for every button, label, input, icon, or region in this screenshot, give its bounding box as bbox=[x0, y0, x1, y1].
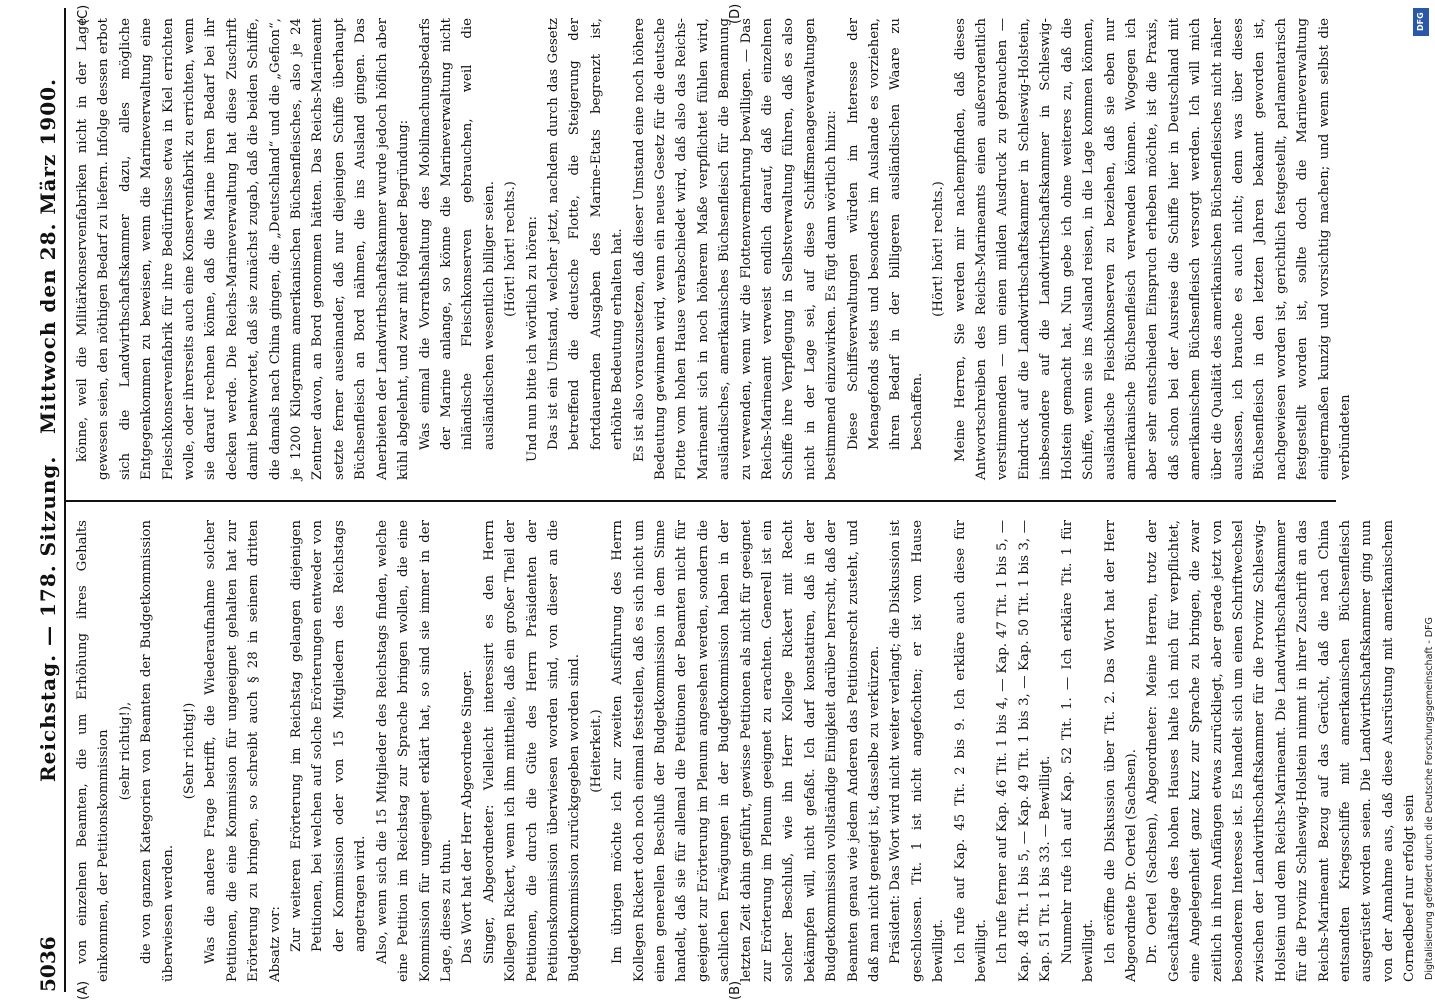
paragraph: Und nun bitte ich wörtlich zu hören: bbox=[524, 216, 540, 462]
paragraph: Es ist also vorauszusetzen, daß dieser Umstand eine noch höhere Bedeutung gewinnen wird, wenn ein neues Gesetz für die deutsche Flotte vom hohen Hause verabschiedet wird, daß also das Reichs-Marineamt sich in noch höherem Maße verpflichtet fühlen wird, ausländisches, amerikanisches Büchsenfleisch für die Bemannung zu verwenden, wenn wir die Flottenvermehrung bewilligen. — Das Reichs-Marineamt verweist endlich darauf, daß die einzelnen Schiffe ihre Verpflegung in Selbstverwaltung führen, daß es also nicht in der Lage sei, auf diese Schiffsmenageverwaltungen bestimmend einzuwirken. Es fügt dann wörtlich hinzu: bbox=[631, 18, 840, 480]
paragraph: von einzelnen Beamten, die um Erhöhung ihres Gehalts einkommen, der Petitionskommission bbox=[75, 520, 112, 982]
quotation: Das ist ein Umstand, welcher jetzt, nachdem durch das Gesetz betreffend die deutsche Flotte, die Steigerung der fortdauernden Ausgaben des Marine-Etats begrenzt ist, erhöhte Bedeutung erhalten hat. bbox=[545, 18, 626, 450]
paragraph: könne, weil die Militärkonservenfabriken nicht in der Lage gewesen seien, den nöthigen Bedarf zu liefern. Infolge dessen erbot sich die Landwirthschaftskammer dazu, alles mögliche Entgegenkommen zu beweisen, wenn die Marineverwaltung eine Fleischkonservenfabrik für ihre Bedürfnisse etwa in Kiel errichten wolle, oder ihrerseits auch eine Konservenfabrik zu errichten, wenn sie darauf rechnen könne, daß die Marine ihren Bedarf bei ihr decken werde. Die Reichs-Marineverwaltung hat diese Zuschrift damit beantwortet, daß sie zunächst zugab, daß die beiden Schiffe, die damals nach China gingen, die „Deutschland“ und die „Gefion“, je 1200 Kilogramm amerikanischen Büchsenfleisches, also je 24 Zentner davon, an Bord genommen hätten. Das Reichs-Marineamt setzte ferner auseinander, daß nur diejenigen Schiffe überhaupt Büchsenfleisch an Bord nähmen, die ins Ausland gingen. Das Anerbieten der Landwirthschaftskammer wurde jedoch höflich aber kühl abgelehnt, und zwar mit folgender Begründung: bbox=[75, 18, 412, 480]
column-separator bbox=[66, 500, 1336, 502]
margin-marker-a: (A) bbox=[76, 980, 91, 1000]
margin-marker-d: (D) bbox=[728, 3, 743, 24]
left-column bbox=[72, 520, 1418, 982]
quotation: Zur weiteren Erörterung im Reichstag gelangen diejenigen Petitionen, bei welchen auf solche Erörterungen entweder von der Kommission oder von 15 Mitgliedern des Reichstags angetragen wird. bbox=[289, 520, 369, 952]
paragraph: Also, wenn sich die 15 Mitglieder des Reichstags finden, welche eine Petition im Reichstag zur Sprache bringen wollen, die eine Kommission für ungeeignet erklärt hat, so sind sie immer in der Lage, dieses zu thun. bbox=[374, 520, 454, 982]
paragraph: Ich rufe auf Kap. 45 Tit. 2 bis 9. Ich erkläre auch diese für bewilligt. bbox=[952, 520, 990, 982]
page-header bbox=[22, 8, 62, 992]
paragraph: Im übrigen möchte ich zur zweiten Ausführung des Herrn Kollegen Rickert doch noch einmal feststellen, daß es sich nicht um einen generellen Beschluß der Budgetkommission in dem Sinne handelt, daß sie für allemal die Petitionen der Beamten nicht für geeignet zur Erörterung im Plenum angesehen werden, sondern die sachlichen Erwägungen in der Budgetkommission haben in der letzten Zeit dahin geführt, gewisse Petitionen als nicht für geeignet zur Erörterung im Plenum geeignet zu erachten. Generell ist ein solcher Beschluß, wie ihn Herr Kollege Rickert mit Recht bekämpfen will, nicht gefaßt. Ich darf konstatiren, daß in der Budgetkommission vollständige Einigkeit darüber herrscht, daß der Beamten genau wie jedem Anderen das Petitionsrecht zusteht, und daß man nicht geneigt ist, dasselbe zu verkürzen. bbox=[610, 520, 883, 982]
interjection: (Sehr richtig!) bbox=[182, 702, 198, 800]
quotation: Was einmal die Vorrathshaltung des Mobilmachungsbedarfs der Marine anlange, so könne die Marineverwaltung nicht inländische Fleischkonserven gebrauchen, weil die ausländischen wesentlich billiger seien. bbox=[417, 18, 497, 450]
right-column bbox=[72, 18, 1353, 480]
paragraph: Nunmehr rufe ich auf Kap. 52 Tit. 1. — Ich erkläre Tit. 1 für bewilligt. bbox=[1059, 520, 1097, 982]
paragraph: Was die andere Frage betrifft, die Wiederaufnahme solcher Petitionen, die eine Kommission für ungeeignet gehalten hat zur Erörterung zu bringen, so schreibt auch § 28 in seinem dritten Absatz vor: bbox=[203, 520, 283, 982]
paragraph: Dr. Oertel (Sachsen), Abgeordneter: Meine Herren, trotz der Geschäftslage des hohen Hauses halte ich mich für verpflichtet, eine Angelegenheit ganz kurz zur Sprache zu bringen, die zwar zeitlich in ihren Anfängen etwas zurückliegt, aber gerade jetzt von besonderem Interesse ist. Es handelt sich um einen Schriftwechsel zwischen der Landwirthschaftskammer für die Provinz Schleswig-Holstein und dem Reichs-Marineamt. Die Landwirthschaftskammer für die Provinz Schleswig-Holstein nimmt in ihrer Zuschrift an das Reichs-Marineamt Bezug auf das Gerücht, daß die nach China entsandten Kriegsschiffe mit amerikanischen Büchsenfleisch ausgerüstet worden seien. Die Landwirthschaftskammer ging nun von der Annahme aus, daß diese Ausrüstung mit amerikanischem Cornedbeef nur erfolgt sein bbox=[1145, 520, 1418, 982]
interjection: (Hört! hört! rechts.) bbox=[503, 181, 519, 317]
paragraph: Meine Herren, Sie werden mir nachempfinden, daß dieses Antwortschreiben des Reichs-Marineamts einen außerordentlich verstimmenden — um einen milden Ausdruck zu gebrauchen — Eindruck auf die Landwirthschaftskammer in Schleswig-Holstein, insbesondere auf die Landwirthschaftskammer in Schleswig-Holstein gemacht hat. Nun gebe ich ohne weiteres zu, daß die Schiffe, wenn sie ins Ausland reisen, in die Lage kommen können, ausländische Fleischkonserven zu beziehen, daß sie eben nur amerikanische Büchsenfleisch verwenden können. Wogegen ich aber sehr entschieden Einspruch erheben möchte, ist die Praxis, daß schon bei der Ausreise die Schiffe hier in Deutschland mit amerikanischem Büchsenfleisch versorgt werden. Ich will mich über die Qualität des amerikanischen Büchsenfleisches nicht näher auslassen, ich brauche es auch nicht; denn was über dieses Büchsenfleisch in den letzten Jahren bekannt geworden ist, nachgewiesen worden ist, gerichtlich festgestellt, parlamentarisch festgestellt worden ist, sollte doch die Marineverwaltung einigermaßen kunzig und vorsichtig machen; und wenn selbst die verbündeten bbox=[952, 18, 1353, 480]
session-title: Reichstag. — 178. Sitzung. bbox=[36, 455, 60, 782]
paragraph: Singer, Abgeordneter: Vielleicht interessirt es den Herrn Kollegen Rickert, wenn ich ihm mittheile, daß ein großer Theil der Petitionen, die durch die Güte des Herrn Präsidenten der Petitionskommission überwiesen worden sind, von dieser an die Budgetkommission zurückgegeben worden sind. bbox=[481, 520, 583, 982]
dfg-logo: DFG bbox=[1413, 8, 1429, 36]
interjection: (Hört! hört! rechts.) bbox=[931, 181, 947, 317]
paragraph: die von ganzen Kategorien von Beamten der Budgetkommission überwiesen werden. bbox=[139, 520, 176, 982]
paragraph: Ich rufe ferner auf Kap. 46 Tit. 1 bis 4, — Kap. 47 Tit. 1 bis 5, — Kap. 48 Tit. 1 bis 5, — Kap. 49 Tit. 1 bis 3, — Kap. 50 Tit. 1 bis 3, — Kap. 51 Tit. 1 bis 33. — Bewilligt. bbox=[995, 520, 1054, 982]
session-date: Mittwoch den 28. März 1900. bbox=[36, 78, 60, 435]
paragraph: Das Wort hat der Herr Abgeordnete Singer. bbox=[460, 669, 476, 964]
interjection: (Heiterkeit.) bbox=[588, 709, 604, 793]
quotation: Diese Schiffsverwaltungen würden im Interesse der Menagefonds stets und besonders im Auslande es vorziehen, ihren Bedarf in der billigeren ausländischen Waare zu beschaffen. bbox=[845, 18, 925, 450]
digitization-credit: Digitalisierung gefördert durch die Deutsche Forschungsgemeinschaft - DFG bbox=[1424, 617, 1435, 980]
margin-marker-b: (B) bbox=[728, 980, 743, 1000]
interjection: (sehr richtig!), bbox=[117, 701, 133, 801]
paragraph: Präsident: Das Wort wird nicht weiter verlangt; die Diskussion ist geschlossen. Tit. 1 ist nicht angefochten; er ist vom Hause bewilligt. bbox=[888, 520, 947, 982]
paragraph: Ich eröffne die Diskussion über Tit. 2. Das Wort hat der Herr Abgeordnete Dr. Oertel (Sachsen). bbox=[1102, 520, 1139, 982]
page-number: 5036 bbox=[36, 936, 60, 992]
margin-marker-c: (C) bbox=[76, 4, 91, 24]
